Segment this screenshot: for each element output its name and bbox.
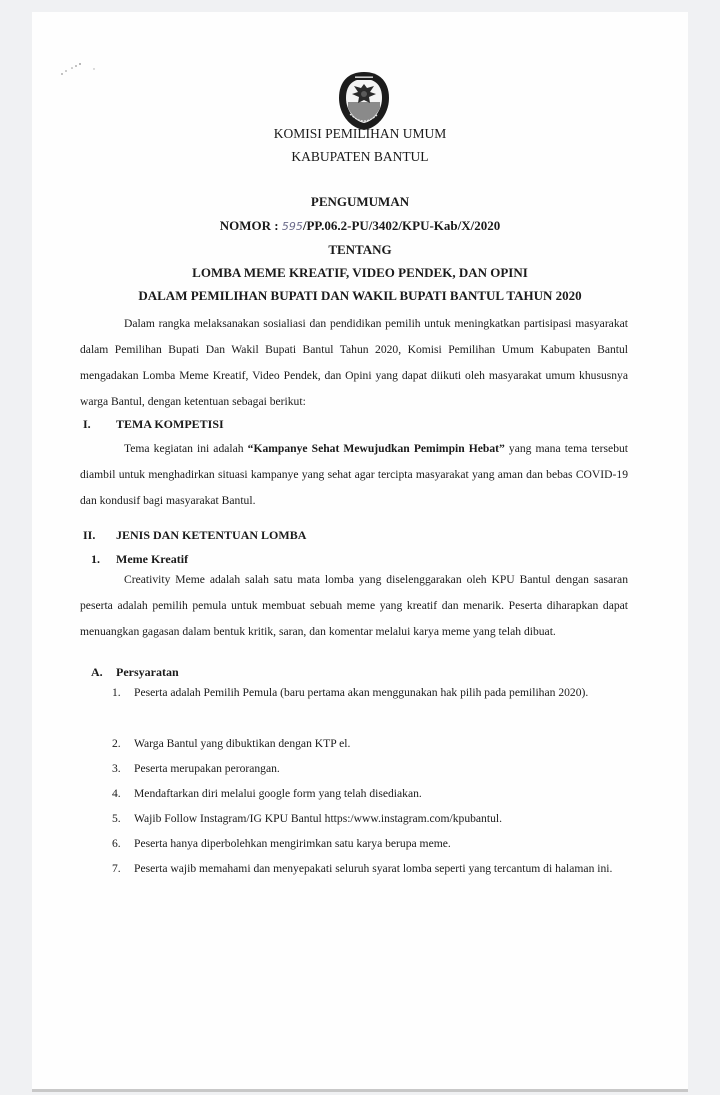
subsection-1-heading: Meme Kreatif bbox=[116, 552, 189, 566]
section-2-heading: JENIS DAN KETENTUAN LOMBA bbox=[116, 528, 307, 542]
nomor-label: NOMOR : bbox=[219, 218, 282, 233]
requirement-text: Peserta adalah Pemilih Pemula (baru pertama akan menggunakan hak pilih pada pemilihan 2020). bbox=[134, 686, 589, 699]
subsection-a-letter: A. bbox=[91, 665, 103, 679]
subject-line-2: DALAM PEMILIHAN BUPATI DAN WAKIL BUPATI BANTUL TAHUN 2020 bbox=[138, 288, 582, 303]
nomor-handwritten: 595 bbox=[281, 220, 303, 233]
requirement-item bbox=[112, 756, 628, 782]
requirement-text: Peserta wajib memahami dan menyepakati seluruh syarat lomba seperti yang tercantum di halaman ini. bbox=[134, 862, 613, 875]
requirement-text: Wajib Follow Instagram/IG KPU Bantul https:/www.instagram.com/kpubantul. bbox=[134, 812, 502, 825]
meme-kreatif-text: Creativity Meme adalah salah satu mata lomba yang diselenggarakan oleh KPU Bantul dengan sasaran peserta adalah pemilih pemula untuk membuat sebuah meme yang kreatif dan menarik. Peserta diharapkan dapat menuangkan gagasan dalam bentuk kritik, saran, dan komentar melalui karya meme yang telah dibuat. bbox=[80, 573, 628, 638]
requirement-item bbox=[112, 831, 628, 857]
theme-text-before: Tema kegiatan ini adalah bbox=[124, 442, 248, 455]
requirement-number: 3. bbox=[112, 762, 121, 775]
requirement-text: Peserta merupakan perorangan. bbox=[134, 762, 280, 775]
requirement-text: Warga Bantul yang dibuktikan dengan KTP el. bbox=[134, 737, 351, 750]
section-2-numeral: II. bbox=[83, 528, 96, 542]
requirement-text: Mendaftarkan diri melalui google form yang telah disediakan. bbox=[134, 787, 422, 800]
meme-kreatif-paragraph bbox=[80, 567, 628, 645]
requirement-item bbox=[112, 731, 628, 757]
subject-line-1: LOMBA MEME KREATIF, VIDEO PENDEK, DAN OPINI bbox=[192, 265, 528, 280]
requirement-number: 7. bbox=[112, 862, 121, 875]
document-page bbox=[32, 12, 688, 1092]
intro-text: Dalam rangka melaksanakan sosialiasi dan pendidikan pemilih untuk meningkatkan partisipasi masyarakat dalam Pemilihan Bupati Dan Wakil Bupati Bantul Tahun 2020, Komisi Pemilihan Umum Kabupaten Bantul mengadakan Lomba Meme Kreatif, Video Pendek, dan Opini yang dapat diikuti oleh masyarakat umum khususnya warga Bantul, dengan ketentuan sebagai berikut: bbox=[80, 317, 628, 408]
requirement-number: 4. bbox=[112, 787, 121, 800]
subsection-a-heading: Persyaratan bbox=[116, 665, 179, 679]
org-name: KOMISI PEMILIHAN UMUM bbox=[273, 126, 447, 141]
document-number bbox=[32, 218, 688, 234]
tentang-label: TENTANG bbox=[328, 242, 392, 257]
requirement-number: 6. bbox=[112, 837, 121, 850]
requirement-text: Peserta hanya diperbolehkan mengirimkan satu karya berupa meme. bbox=[134, 837, 451, 850]
kpu-logo bbox=[336, 70, 392, 132]
requirement-item bbox=[112, 806, 628, 832]
nomor-suffix: /PP.06.2-PU/3402/KPU-Kab/X/2020 bbox=[302, 218, 501, 233]
kpu-emblem-icon bbox=[336, 70, 392, 132]
theme-text-after: yang mana tema tersebut diambil untuk menghadirkan situasi kampanye yang sehat agar tercipta masyarakat yang aman dan bebas COVID-19 dan kondusif bagi masyarakat Bantul. bbox=[80, 442, 629, 507]
requirement-item bbox=[112, 680, 628, 706]
intro-paragraph bbox=[80, 311, 628, 415]
section-1-numeral: I. bbox=[83, 417, 91, 431]
theme-title: “Kampanye Sehat Mewujudkan Pemimpin Hebat” bbox=[247, 442, 505, 455]
subsection-1-number: 1. bbox=[91, 552, 100, 566]
section-1-heading: TEMA KOMPETISI bbox=[116, 417, 224, 431]
org-region: KABUPATEN BANTUL bbox=[291, 149, 429, 164]
requirement-item bbox=[112, 781, 628, 807]
scan-specks bbox=[58, 54, 108, 78]
requirement-number: 5. bbox=[112, 812, 121, 825]
document-type: PENGUMUMAN bbox=[310, 194, 410, 209]
section-1-paragraph bbox=[80, 436, 628, 514]
requirement-number: 2. bbox=[112, 737, 121, 750]
requirement-item bbox=[112, 856, 628, 882]
requirement-number: 1. bbox=[112, 686, 121, 699]
